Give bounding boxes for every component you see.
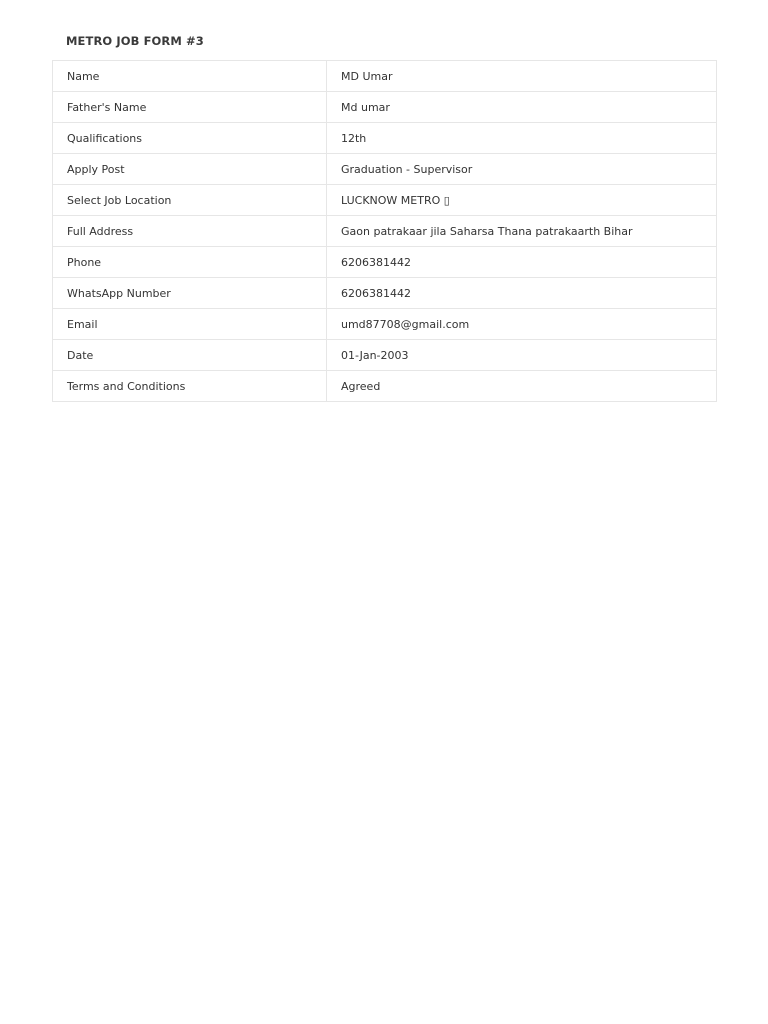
field-label: Date	[53, 340, 327, 371]
field-label: Select Job Location	[53, 185, 327, 216]
table-row-job-location	[53, 185, 717, 216]
field-value: 12th	[327, 123, 717, 154]
table-row-qualifications	[53, 123, 717, 154]
form-title: METRO JOB FORM #3	[66, 34, 204, 48]
table-row-apply-post	[53, 154, 717, 185]
field-value: 6206381442	[327, 247, 717, 278]
field-value: 01-Jan-2003	[327, 340, 717, 371]
table-row-date	[53, 340, 717, 371]
table-row-phone	[53, 247, 717, 278]
field-value: Agreed	[327, 371, 717, 402]
field-label: Qualifications	[53, 123, 327, 154]
field-label: Phone	[53, 247, 327, 278]
field-value: 6206381442	[327, 278, 717, 309]
table-row-terms	[53, 371, 717, 402]
table-row-email	[53, 309, 717, 340]
field-value: LUCKNOW METRO ▯	[327, 185, 717, 216]
table-row-fathers-name	[53, 92, 717, 123]
field-value: Gaon patrakaar jila Saharsa Thana patrakaarth Bihar	[327, 216, 717, 247]
field-value: MD Umar	[327, 61, 717, 92]
field-label: WhatsApp Number	[53, 278, 327, 309]
field-value: Md umar	[327, 92, 717, 123]
field-label: Father's Name	[53, 92, 327, 123]
table-row-full-address	[53, 216, 717, 247]
field-label: Terms and Conditions	[53, 371, 327, 402]
field-value: umd87708@gmail.com	[327, 309, 717, 340]
field-label: Name	[53, 61, 327, 92]
table-row-whatsapp-number	[53, 278, 717, 309]
field-label: Apply Post	[53, 154, 327, 185]
field-label: Full Address	[53, 216, 327, 247]
field-label: Email	[53, 309, 327, 340]
form-entry-table	[52, 60, 717, 402]
table-row-name	[53, 61, 717, 92]
field-value: Graduation - Supervisor	[327, 154, 717, 185]
